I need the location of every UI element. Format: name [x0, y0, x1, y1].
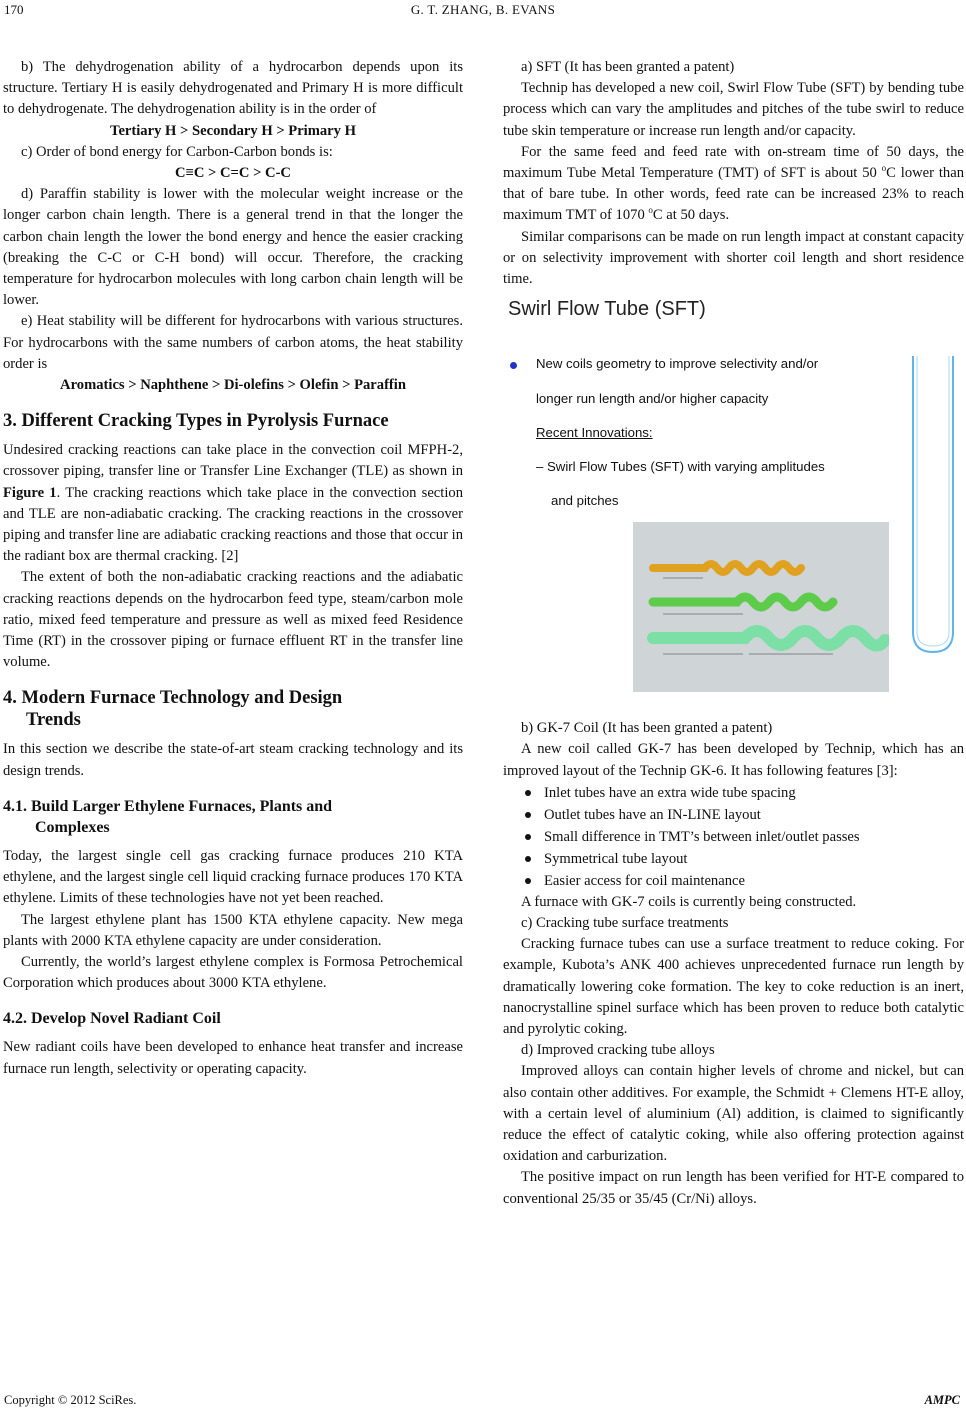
section-4-1-paragraph-1: Today, the largest single cell gas cracking furnace produces 210 KTA ethylene, and the largest single cell liquid cracking furnace produces 170 KTA ethylene. Limits of these technologies have not yet been reached.	[3, 847, 463, 907]
surface-treatment-heading: c) Cracking tube surface treatments	[521, 915, 729, 932]
paragraph-d: d) Paraffin stability is lower with the molecular weight increase or the longer carbon chain length. There is a general trend in that the longer the carbon chain length the lower the bond energy and hence the easier cracking (breaking the C-C or C-H bond) will occur. Therefore, the cracking temperature for hydrocarbon molecules with long carbon chain length will be lower.	[3, 186, 463, 309]
figure-line-5: and pitches	[551, 493, 619, 509]
list-item: Small difference in TMT’s between inlet/outlet passes	[503, 826, 964, 848]
bullet-icon	[525, 856, 531, 862]
order-bond: C≡C > C=C > C-C	[175, 165, 291, 182]
bullet-icon	[525, 790, 531, 796]
section-4-title: 4. Modern Furnace Technology and Design Trends	[3, 688, 343, 731]
left-column	[3, 57, 463, 1080]
copyright: Copyright © 2012 SciRes.	[4, 1393, 137, 1407]
figure-ref: Figure 1	[3, 484, 57, 501]
list-item: Inlet tubes have an extra wide tube spacing	[503, 782, 964, 804]
section-4-2-title: 4.2. Develop Novel Radiant Coil	[3, 1010, 221, 1028]
gk7-paragraph-1: A new coil called GK-7 has been developed by Technip, which has an improved layout of the Technip GK-6. It has following features [3]:	[503, 741, 964, 779]
figure-line-2: longer run length and/or higher capacity	[536, 391, 769, 407]
section-4-paragraph-1: In this section we describe the state-of-art steam cracking technology and its design trends.	[3, 741, 463, 779]
order-h: Tertiary H > Secondary H > Primary H	[110, 122, 356, 139]
running-head: G. T. ZHANG, B. EVANS	[410, 2, 556, 17]
bullet-icon	[525, 878, 531, 884]
bullet-icon	[525, 812, 531, 818]
gk7-paragraph-2: A furnace with GK-7 coils is currently being constructed.	[521, 893, 857, 910]
page-header	[0, 2, 966, 22]
alloys-paragraph-1: Improved alloys can contain higher levels of chrome and nickel, but can also contain other additives. For example, the Schmidt + Clemens HT-E alloy, with a certain level of aluminium (Al) addition, is claimed to significantly reduce the effect of catalytic coking, while also offering protection against oxidation and carburization.	[503, 1063, 964, 1165]
list-item: Outlet tubes have an IN-LINE layout	[503, 804, 964, 826]
sft-paragraph-2: For the same feed and feed rate with on-stream time of 50 days, the maximum Tube Metal Temperature (TMT) of SFT is about 50 $^o$C lower than that of bare tube. In other words, feed rate can be increased 23% to reach maximum TMT of 1070 $^o$C at 50 days.	[503, 143, 964, 224]
gk7-heading: b) GK-7 Coil (It has been granted a patent)	[521, 720, 773, 737]
figure-line-4: – Swirl Flow Tubes (SFT) with varying amplitudes	[536, 459, 825, 475]
alloys-paragraph-2: The positive impact on run length has been verified for HT-E compared to conventional 25/35 or 35/45 (Cr/Ni) alloys.	[503, 1169, 964, 1207]
section-3-paragraph-1: Undesired cracking reactions can take place in the convection coil MFPH-2, crossover piping, transfer line or Transfer Line Exchanger (TLE) as shown in Figure 1. The cracking reactions which take place in the convection section and TLE are non-adiabatic cracking. The cracking reactions in the crossover piping and transfer line are adiabatic cracking reactions and those that occur in the radiant box are thermal cracking. [2]	[3, 442, 463, 565]
sft-figure	[503, 298, 964, 708]
figure-title: Swirl Flow Tube (SFT)	[508, 298, 706, 321]
list-item: Symmetrical tube layout	[503, 848, 964, 870]
paragraph-e: e) Heat stability will be different for hydrocarbons with various structures. For hydrocarbons with the same numbers of carbon atoms, the heat stability order is	[3, 313, 463, 372]
sft-paragraph-1: Technip has developed a new coil, Swirl Flow Tube (SFT) by bending tube process which can vary the amplitudes and pitches of the tube swirl to reduce tube skin temperature or increase run length and/or capacity.	[503, 80, 964, 139]
section-4-2-paragraph-1: New radiant coils have been developed to enhance heat transfer and increase furnace run length, selectivity or operating capacity.	[3, 1039, 463, 1077]
section-4-1-title: 4.1. Build Larger Ethylene Furnaces, Plants and Complexes	[3, 797, 333, 836]
figure-line-1: New coils geometry to improve selectivity and/or	[536, 356, 819, 372]
sft-paragraph-3: Similar comparisons can be made on run length impact at constant capacity or on selectivity improvement with shorter coil length and short residence time.	[503, 228, 964, 288]
section-4-1-paragraph-2: The largest ethylene plant has 1500 KTA ethylene capacity. New mega plants with 2000 KTA ethylene capacity are under consideration.	[3, 911, 463, 949]
swirl-tubes-image	[633, 522, 889, 692]
bullet-icon	[525, 834, 531, 840]
gk7-feature-list	[503, 782, 964, 892]
journal-name: AMPC	[924, 1393, 960, 1407]
figure-line-3: Recent Innovations:	[536, 425, 653, 441]
right-column	[503, 57, 964, 1210]
u-tube-icon	[909, 356, 957, 656]
paragraph-b: b) The dehydrogenation ability of a hydrocarbon depends upon its structure. Tertiary H is easily dehydrogenated and Primary H is more difficult to dehydrogenate. The dehydrogenation ability is in the order of	[3, 59, 463, 118]
surface-treatment-paragraph: Cracking furnace tubes can use a surface treatment to reduce coking. For example, Kubota’s ANK 400 achieves unprecedented furnace run length by dramatically lowering coke formation. The key to coke reduction is an inert, nanocrystalline spinel surface which has been proven to reduce both catalytic and pyrolytic coking.	[503, 936, 964, 1038]
paragraph-c: c) Order of bond energy for Carbon-Carbon bonds is:	[21, 143, 333, 160]
order-heat: Aromatics > Naphthene > Di-olefins > Olefin > Paraffin	[60, 377, 406, 394]
section-4-1-paragraph-3: Currently, the world’s largest ethylene complex is Formosa Petrochemical Corporation which produces about 3000 KTA ethylene.	[3, 953, 463, 992]
sft-heading: a) SFT (It has been granted a patent)	[521, 59, 735, 75]
section-3-paragraph-2: The extent of both the non-adiabatic cracking reactions and the adiabatic cracking reactions depends on the hydrocarbon feed type, steam/carbon mole ratio, mixed feed temperature and pressure as well as mixed feed Residence Time (RT) in the crossover piping or furnace effluent RT in the transfer line volume.	[3, 569, 463, 671]
page-number: 170	[4, 2, 24, 17]
alloys-heading: d) Improved cracking tube alloys	[521, 1042, 715, 1059]
list-item: Easier access for coil maintenance	[503, 870, 964, 892]
section-3-title: 3. Different Cracking Types in Pyrolysis Furnace	[3, 411, 389, 432]
bullet-dot-icon	[510, 362, 517, 369]
